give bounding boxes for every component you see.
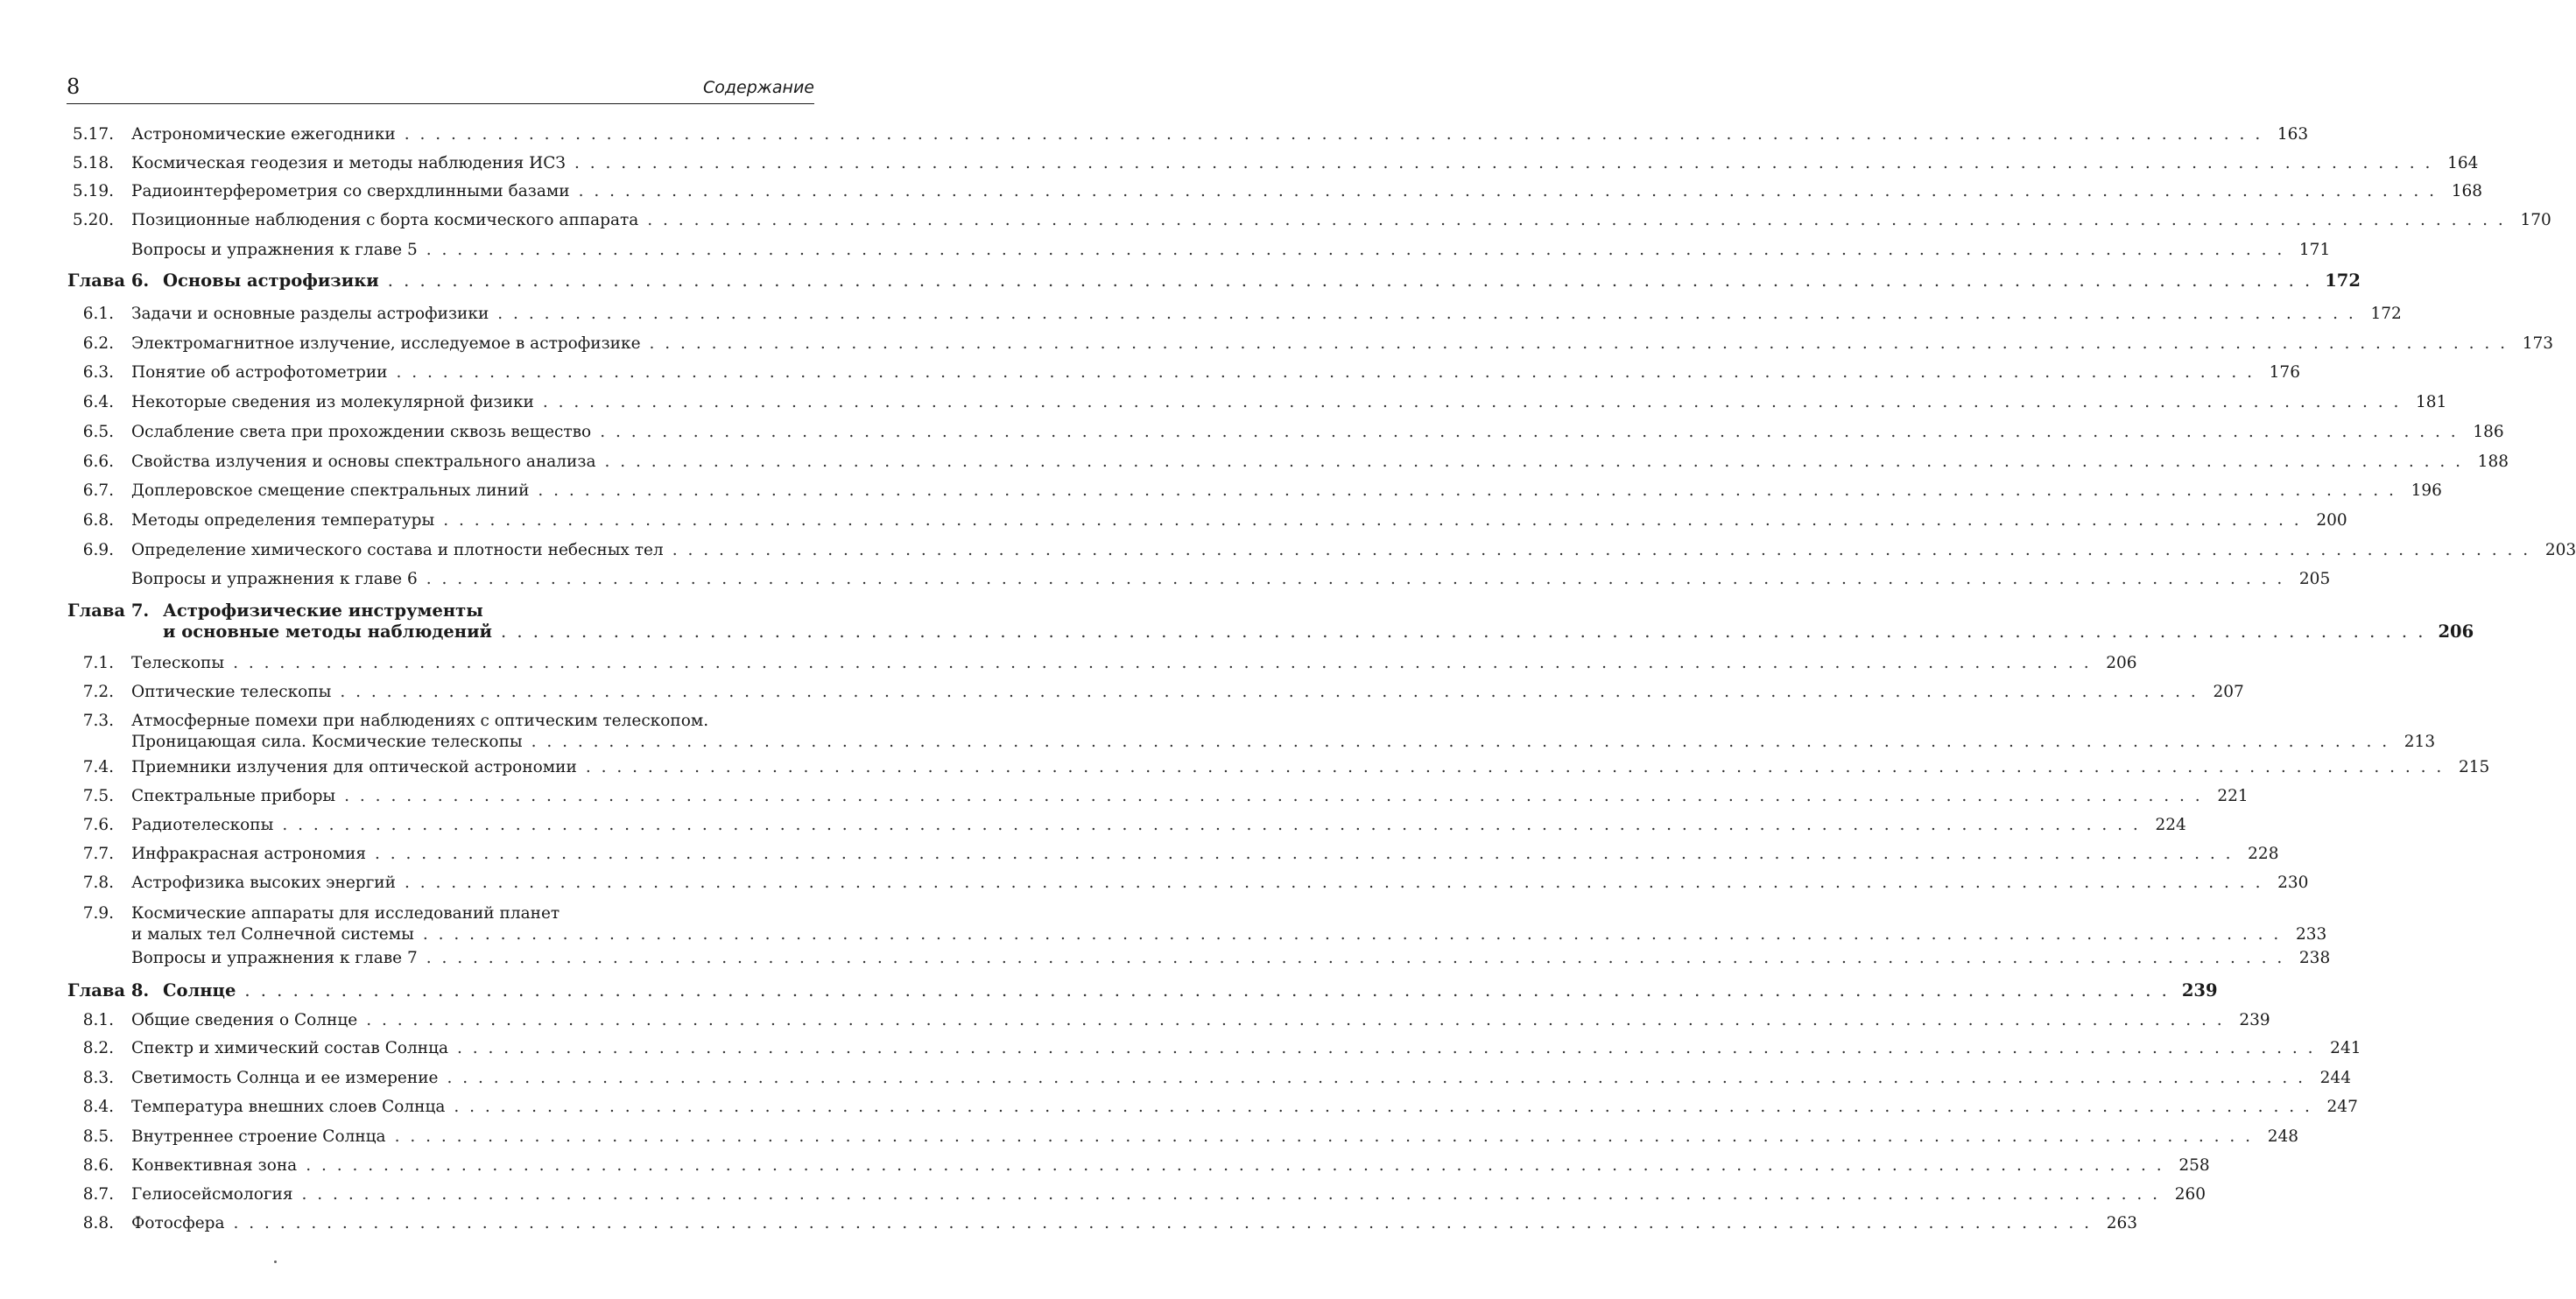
toc-entry[interactable]: [0, 948, 2331, 969]
toc-entry[interactable]: [0, 1127, 2299, 1148]
page-ref: 244: [2319, 1069, 2351, 1087]
page-ref: 170: [2520, 211, 2551, 229]
chapter-number: Глава 6.: [67, 270, 150, 291]
page-ref: 263: [2106, 1214, 2137, 1232]
section-number: 7.5.: [82, 787, 114, 805]
section-number: 8.7.: [82, 1185, 114, 1204]
section-title: Общие сведения о Солнце: [131, 1011, 358, 1029]
toc-entry[interactable]: [0, 392, 2447, 413]
page-ref: 188: [2477, 453, 2509, 471]
chapter-number: Глава 8.: [67, 980, 150, 1001]
section-number: 8.4.: [82, 1098, 114, 1116]
section-title: Вопросы и упражнения к главе 6: [131, 570, 418, 588]
page-ref: 215: [2459, 758, 2490, 776]
page-ref: 163: [2277, 125, 2309, 144]
section-title: Конвективная зона: [131, 1156, 298, 1175]
leader-dots: . . . . . . . . . . . . . . . . . . . . . . . . . . . . . . . . . . . . . . . . . . . . . . . . . . . . . . . . . . . . . . . . . . . . . . . . . . . . . . . . . . . . . . . . . . . . . . . . . . . . . . . . . . . . . . . . . . . . . . . .: [233, 654, 2092, 672]
section-title: Фотосфера: [131, 1214, 225, 1232]
toc-entry[interactable]: [0, 1038, 2361, 1059]
page-ref: 171: [2298, 241, 2331, 259]
section-title: Позиционные наблюдения с борта космического аппарата: [131, 211, 639, 229]
toc-entry[interactable]: [0, 873, 2309, 894]
page-ref: 200: [2316, 511, 2347, 530]
leader-dots: . . . . . . . . . . . . . . . . . . . . . . . . . . . . . . . . . . . . . . . . . . . . . . . . . . . . . . . . . . . . . . . . . . . . . . . . . . . . . . . . . . . . . . . . . . . . . . . . . . . . . . . . . . . . . . . . . . . . . . . .: [340, 683, 2199, 701]
leader-dots: . . . . . . . . . . . . . . . . . . . . . . . . . . . . . . . . . . . . . . . . . . . . . . . . . . . . . . . . . . . . . . . . . . . . . . . . . . . . . . . . . . . . . . . . . . . . . . . . . . . . . . . . . . . . . . . . . . . . . . . .: [301, 1185, 2160, 1204]
page-ref: 173: [2522, 334, 2553, 353]
section-title: Атмосферные помехи при наблюдениях с оптическим телескопом.: [131, 712, 709, 730]
leader-dots: . . . . . . . . . . . . . . . . . . . . . . . . . . . . . . . . . . . . . . . . . . . . . . . . . . . . . . . . . . . . . . . . . . . . . . . . . . . . . . . . . . . . . . . . . . . . . . . . . . . . . . . . . . . . . . . . . . . . . . . .: [422, 925, 2282, 944]
leader-dots: . . . . . . . . . . . . . . . . . . . . . . . . . . . . . . . . . . . . . . . . . . . . . . . . . . . . . . . . . . . . . . . . . . . . . . . . . . . . . . . . . . . . . . . . . . . . . . . . . . . . . . . . . . . . . . . . . . . . . . . .: [366, 1011, 2225, 1029]
toc-entry[interactable]: [0, 1068, 2351, 1089]
section-number: 6.5.: [82, 423, 114, 441]
page-ref: 233: [2295, 925, 2327, 944]
leader-dots: . . . . . . . . . . . . . . . . . . . . . . . . . . . . . . . . . . . . . . . . . . . . . . . . . . . . . . . . . . . . . . . . . . . . . . . . . . . . . . . . . . . . . . . . . . . . . . . . . . . . . . . . . . . . . . . . . . . . . . . .: [375, 845, 2234, 863]
leader-dots: . . . . . . . . . . . . . . . . . . . . . . . . . . . . . . . . . . . . . . . . . . . . . . . . . . . . . . . . . . . . . . . . . . . . . . . . . . . . . . . . . . . . . . . . . . . . . . . . . . . . . . . . . . . . . . . . . . . . . . . .: [426, 241, 2285, 259]
section-title: Ослабление света при прохождении сквозь вещество: [131, 423, 592, 441]
chapter-title: Основы астрофизики: [163, 270, 379, 291]
page-ref: 228: [2248, 845, 2279, 863]
leader-dots: . . . . . . . . . . . . . . . . . . . . . . . . . . . . . . . . . . . . . . . . . . . . . . . . . . . . . . . . . . . . . . . . . . . . . . . . . . . . . . . . . . . . . . . . . . . . . . . . . . . . . . . . . . . . . . . . . . . . . . . .: [426, 949, 2285, 967]
section-title: Некоторые сведения из молекулярной физики: [131, 393, 534, 411]
toc-entry[interactable]: [0, 1097, 2358, 1118]
section-title: Определение химического состава и плотности небесных тел: [131, 541, 664, 559]
toc-entry[interactable]: [0, 481, 2442, 502]
leader-dots: . . . . . . . . . . . . . . . . . . . . . . . . . . . . . . . . . . . . . . . . . . . . . . . . . . . . . . . . . . . . . . . . . . . . . . . . . . . . . . . . . . . . . . . . . . . . . . . . . . . . . . . . . . . . . . . . . . . . . . . .: [672, 541, 2531, 559]
page-ref: 221: [2217, 787, 2249, 805]
section-title: Оптические телескопы: [131, 683, 332, 701]
page-number: 8: [67, 74, 81, 99]
page-ref: 196: [2411, 481, 2442, 500]
section-title: Астрономические ежегодники: [131, 125, 396, 144]
chapter-title: и основные методы наблюдений: [163, 621, 493, 642]
toc-entry[interactable]: [0, 210, 2551, 231]
toc-entry[interactable]: [0, 1184, 2206, 1205]
leader-dots: . . . . . . . . . . . . . . . . . . . . . . . . . . . . . . . . . . . . . . . . . . . . . . . . . . . . . . . . . . . . . . . . . . . . . . . . . . . . . . . . . . . . . . . . . . . . . . . . . . . . . . . . . . . . . . . . . . . . . . . .: [282, 816, 2141, 834]
toc-entry[interactable]: [0, 757, 2490, 778]
section-number: 7.7.: [82, 845, 114, 863]
section-number: 7.9.: [82, 904, 114, 923]
leader-dots: . . . . . . . . . . . . . . . . . . . . . . . . . . . . . . . . . . . . . . . . . . . . . . . . . . . . . . . . . . . . . . . . . . . . . . . . . . . . . . . . . . . . . . . . . . . . . . . . . . . . . . . . . . . . . . . . . . . . . . . .: [578, 182, 2438, 200]
page-ref: 230: [2277, 874, 2309, 892]
toc-entry[interactable]: [0, 304, 2402, 325]
leader-dots: . . . . . . . . . . . . . . . . . . . . . . . . . . . . . . . . . . . . . . . . . . . . . . . . . . . . . . . . . . . . . . . . . . . . . . . . . . . . . . . . . . . . . . . . . . . . . . . . . . . . . . . . . . . . . . . . . . . . . . . .: [426, 570, 2285, 588]
toc-entry[interactable]: [0, 540, 2576, 561]
toc-entry[interactable]: [0, 1010, 2270, 1031]
section-number: 7.4.: [82, 758, 114, 776]
section-number: 8.1.: [82, 1011, 114, 1029]
section-number: 5.17.: [72, 125, 114, 144]
chapter-title: Астрофизические инструменты: [163, 600, 483, 621]
leader-dots: . . . . . . . . . . . . . . . . . . . . . . . . . . . . . . . . . . . . . . . . . . . . . . . . . . . . . . . . . . . . . . . . . . . . . . . . . . . . . . . . . . . . . . . . . . . . . . . . . . . . . . . . . . . . . . . . . . . . . . . .: [649, 334, 2508, 353]
section-number: 8.5.: [82, 1127, 114, 1146]
leader-dots: . . . . . . . . . . . . . . . . . . . . . . . . . . . . . . . . . . . . . . . . . . . . . . . . . . . . . . . . . . . . . . . . . . . . . . . . . . . . . . . . . . . . . . . . . . . . . . . . . . . . . . . . . . . . . . . . . . . . . . . .: [404, 874, 2263, 892]
toc-entry[interactable]: [0, 240, 2331, 261]
section-number: 6.1.: [82, 305, 114, 323]
toc-entry[interactable]: [0, 1213, 2137, 1234]
section-number: 7.2.: [82, 683, 114, 701]
leader-dots: . . . . . . . . . . . . . . . . . . . . . . . . . . . . . . . . . . . . . . . . . . . . . . . . . . . . . . . . . . . . . . . . . . . . . . . . . . . . . . . . . . . . . . . . . . . . . . . . . . . . . . . . . . . . . . . . . . . . . . . .: [647, 211, 2506, 229]
leader-dots: . . . . . . . . . . . . . . . . . . . . . . . . . . . . . . . . . . . . . . . . . . . . . . . . . . . . . . . . . . . . . . . . . . . . . . . . . . . . . . . . . . . . . . . . . . . . . . . . . . . . . . . . . . . . . . . . . . . . . . . .: [404, 125, 2263, 144]
leader-dots: . . . . . . . . . . . . . . . . . . . . . . . . . . . . . . . . . . . . . . . . . . . . . . . . . . . . . . . . . . . . . . . . . . . . . . . . . . . . . . . . . . . . . . . . . . . . . . . . . . . . . . . . . . . . . . . . . . . . . . . .: [244, 980, 2170, 1001]
page-ref: 247: [2326, 1098, 2358, 1116]
toc-entry[interactable]: [0, 362, 2300, 383]
toc-entry[interactable]: [0, 422, 2504, 443]
page-ref: 241: [2330, 1039, 2361, 1057]
page-ref: 260: [2174, 1185, 2206, 1204]
section-title: Спектр и химический состав Солнца: [131, 1039, 449, 1057]
chapter-title: Солнце: [163, 980, 236, 1001]
leader-dots: . . . . . . . . . . . . . . . . . . . . . . . . . . . . . . . . . . . . . . . . . . . . . . . . . . . . . . . . . . . . . . . . . . . . . . . . . . . . . . . . . . . . . . . . . . . . . . . . . . . . . . . . . . . . . . . . . . . . . . . .: [233, 1214, 2092, 1232]
toc-entry[interactable]: [0, 786, 2249, 807]
section-title: Космическая геодезия и методы наблюдения ИСЗ: [131, 154, 566, 172]
page-ref: 205: [2298, 570, 2331, 588]
section-number: 8.3.: [82, 1069, 114, 1087]
section-number: 6.8.: [82, 511, 114, 530]
leader-dots: . . . . . . . . . . . . . . . . . . . . . . . . . . . . . . . . . . . . . . . . . . . . . . . . . . . . . . . . . . . . . . . . . . . . . . . . . . . . . . . . . . . . . . . . . . . . . . . . . . . . . . . . . . . . . . . . . . . . . . . .: [585, 758, 2445, 776]
toc-chapter-entry[interactable]: [0, 600, 2474, 642]
section-title: Доплеровское смещение спектральных линий: [131, 481, 530, 500]
section-title: Гелиосейсмология: [131, 1185, 293, 1204]
section-title: Задачи и основные разделы астрофизики: [131, 305, 489, 323]
page-ref: 168: [2451, 182, 2483, 200]
section-title: Понятие об астрофотометрии: [131, 363, 388, 382]
page-ref: 203: [2544, 541, 2576, 559]
section-title: Светимость Солнца и ее измерение: [131, 1069, 439, 1087]
section-number: 6.3.: [82, 363, 114, 382]
page-ref: 164: [2447, 154, 2479, 172]
toc-entry[interactable]: [0, 903, 2327, 945]
section-title: Температура внешних слоев Солнца: [131, 1098, 446, 1116]
section-title: Приемники излучения для оптической астрономии: [131, 758, 577, 776]
section-number: 6.6.: [82, 453, 114, 471]
section-number: 6.9.: [82, 541, 114, 559]
section-title: Свойства излучения и основы спектрального анализа: [131, 453, 596, 471]
section-number: 7.6.: [82, 816, 114, 834]
page-ref: 172: [2370, 305, 2402, 323]
leader-dots: . . . . . . . . . . . . . . . . . . . . . . . . . . . . . . . . . . . . . . . . . . . . . . . . . . . . . . . . . . . . . . . . . . . . . . . . . . . . . . . . . . . . . . . . . . . . . . . . . . . . . . . . . . . . . . . . . . . . . . . .: [306, 1156, 2164, 1175]
leader-dots: . . . . . . . . . . . . . . . . . . . . . . . . . . . . . . . . . . . . . . . . . . . . . . . . . . . . . . . . . . . . . . . . . . . . . . . . . . . . . . . . . . . . . . . . . . . . . . . . . . . . . . . . . . . . . . . . . . . . . . . .: [443, 511, 2302, 530]
section-title: Внутреннее строение Солнца: [131, 1127, 386, 1146]
toc-entry[interactable]: [0, 815, 2186, 836]
toc-entry[interactable]: [0, 153, 2479, 174]
toc-entry[interactable]: [0, 569, 2331, 590]
toc-entry[interactable]: [0, 711, 2436, 753]
toc-entry[interactable]: [0, 334, 2553, 355]
toc-entry[interactable]: [0, 1155, 2210, 1176]
section-number: 8.2.: [82, 1039, 114, 1057]
section-title: Радиоинтерферометрия со сверхдлинными базами: [131, 182, 570, 200]
section-number: 6.4.: [82, 393, 114, 411]
toc-entry[interactable]: [0, 452, 2509, 473]
leader-dots: . . . . . . . . . . . . . . . . . . . . . . . . . . . . . . . . . . . . . . . . . . . . . . . . . . . . . . . . . . . . . . . . . . . . . . . . . . . . . . . . . . . . . . . . . . . . . . . . . . . . . . . . . . . . . . . . . . . . . . . .: [604, 453, 2463, 471]
toc-entry[interactable]: [0, 181, 2483, 202]
page-ref: 181: [2416, 393, 2447, 411]
leader-dots: . . . . . . . . . . . . . . . . . . . . . . . . . . . . . . . . . . . . . . . . . . . . . . . . . . . . . . . . . . . . . . . . . . . . . . . . . . . . . . . . . . . . . . . . . . . . . . . . . . . . . . . . . . . . . . . . . . . . . . . .: [344, 787, 2203, 805]
section-number: 6.7.: [82, 481, 114, 500]
page-ref: 172: [2325, 270, 2361, 291]
leader-dots: . . . . . . . . . . . . . . . . . . . . . . . . . . . . . . . . . . . . . . . . . . . . . . . . . . . . . . . . . . . . . . . . . . . . . . . . . . . . . . . . . . . . . . . . . . . . . . . . . . . . . . . . . . . . . . . . . . . . . . . .: [497, 305, 2356, 323]
section-title: Проницающая сила. Космические телескопы: [131, 733, 523, 751]
leader-dots: . . . . . . . . . . . . . . . . . . . . . . . . . . . . . . . . . . . . . . . . . . . . . . . . . . . . . . . . . . . . . . . . . . . . . . . . . . . . . . . . . . . . . . . . . . . . . . . . . . . . . . . . . . . . . . . . . . . . . . . .: [457, 1039, 2316, 1057]
section-title: Вопросы и упражнения к главе 7: [131, 949, 418, 967]
page-ref: 239: [2181, 980, 2218, 1001]
section-number: 7.8.: [82, 874, 114, 892]
running-head: Содержание: [703, 78, 814, 97]
section-number: 6.2.: [82, 334, 114, 353]
page-ref: 248: [2267, 1127, 2299, 1146]
toc-entry[interactable]: [0, 653, 2137, 674]
leader-dots: . . . . . . . . . . . . . . . . . . . . . . . . . . . . . . . . . . . . . . . . . . . . . . . . . . . . . . . . . . . . . . . . . . . . . . . . . . . . . . . . . . . . . . . . . . . . . . . . . . . . . . . . . . . . . . . . . . . . . . . .: [394, 1127, 2254, 1146]
section-number: 7.3.: [82, 712, 114, 730]
section-title: Инфракрасная астрономия: [131, 845, 366, 863]
page-ref: 238: [2298, 949, 2331, 967]
page-ref: 186: [2473, 423, 2504, 441]
section-title: Спектральные приборы: [131, 787, 336, 805]
toc-entry[interactable]: [0, 682, 2244, 703]
section-title: Астрофизика высоких энергий: [131, 874, 396, 892]
toc-entry[interactable]: [0, 844, 2279, 865]
section-title: Телескопы: [131, 654, 225, 672]
scan-speck: [274, 1260, 277, 1263]
section-number: 5.19.: [72, 182, 114, 200]
leader-dots: . . . . . . . . . . . . . . . . . . . . . . . . . . . . . . . . . . . . . . . . . . . . . . . . . . . . . . . . . . . . . . . . . . . . . . . . . . . . . . . . . . . . . . . . . . . . . . . . . . . . . . . . . . . . . . . . . . . . . . . .: [454, 1098, 2312, 1116]
page-ref: 176: [2269, 363, 2300, 382]
section-number: 7.1.: [82, 654, 114, 672]
leader-dots: . . . . . . . . . . . . . . . . . . . . . . . . . . . . . . . . . . . . . . . . . . . . . . . . . . . . . . . . . . . . . . . . . . . . . . . . . . . . . . . . . . . . . . . . . . . . . . . . . . . . . . . . . . . . . . . . . . . . . . . .: [501, 621, 2426, 642]
toc-chapter-entry[interactable]: [0, 980, 2218, 1001]
leader-dots: . . . . . . . . . . . . . . . . . . . . . . . . . . . . . . . . . . . . . . . . . . . . . . . . . . . . . . . . . . . . . . . . . . . . . . . . . . . . . . . . . . . . . . . . . . . . . . . . . . . . . . . . . . . . . . . . . . . . . . . .: [447, 1069, 2305, 1087]
page-ref: 206: [2106, 654, 2137, 672]
leader-dots: . . . . . . . . . . . . . . . . . . . . . . . . . . . . . . . . . . . . . . . . . . . . . . . . . . . . . . . . . . . . . . . . . . . . . . . . . . . . . . . . . . . . . . . . . . . . . . . . . . . . . . . . . . . . . . . . . . . . . . . .: [387, 270, 2313, 291]
leader-dots: . . . . . . . . . . . . . . . . . . . . . . . . . . . . . . . . . . . . . . . . . . . . . . . . . . . . . . . . . . . . . . . . . . . . . . . . . . . . . . . . . . . . . . . . . . . . . . . . . . . . . . . . . . . . . . . . . . . . . . . .: [542, 393, 2402, 411]
toc-chapter-entry[interactable]: [0, 270, 2361, 291]
section-number: 8.6.: [82, 1156, 114, 1175]
leader-dots: . . . . . . . . . . . . . . . . . . . . . . . . . . . . . . . . . . . . . . . . . . . . . . . . . . . . . . . . . . . . . . . . . . . . . . . . . . . . . . . . . . . . . . . . . . . . . . . . . . . . . . . . . . . . . . . . . . . . . . . .: [538, 481, 2397, 500]
toc-entry[interactable]: [0, 124, 2309, 145]
section-title: Методы определения температуры: [131, 511, 435, 530]
leader-dots: . . . . . . . . . . . . . . . . . . . . . . . . . . . . . . . . . . . . . . . . . . . . . . . . . . . . . . . . . . . . . . . . . . . . . . . . . . . . . . . . . . . . . . . . . . . . . . . . . . . . . . . . . . . . . . . . . . . . . . . .: [574, 154, 2433, 172]
section-number: 5.18.: [72, 154, 114, 172]
leader-dots: . . . . . . . . . . . . . . . . . . . . . . . . . . . . . . . . . . . . . . . . . . . . . . . . . . . . . . . . . . . . . . . . . . . . . . . . . . . . . . . . . . . . . . . . . . . . . . . . . . . . . . . . . . . . . . . . . . . . . . . .: [396, 363, 2255, 382]
section-title: и малых тел Солнечной системы: [131, 925, 414, 944]
page-ref: 239: [2239, 1011, 2270, 1029]
page-ref: 207: [2213, 683, 2244, 701]
leader-dots: . . . . . . . . . . . . . . . . . . . . . . . . . . . . . . . . . . . . . . . . . . . . . . . . . . . . . . . . . . . . . . . . . . . . . . . . . . . . . . . . . . . . . . . . . . . . . . . . . . . . . . . . . . . . . . . . . . . . . . . .: [531, 733, 2390, 751]
section-title: Электромагнитное излучение, исследуемое в астрофизике: [131, 334, 641, 353]
page-ref: 258: [2178, 1156, 2210, 1175]
section-number: 8.8.: [82, 1214, 114, 1232]
leader-dots: . . . . . . . . . . . . . . . . . . . . . . . . . . . . . . . . . . . . . . . . . . . . . . . . . . . . . . . . . . . . . . . . . . . . . . . . . . . . . . . . . . . . . . . . . . . . . . . . . . . . . . . . . . . . . . . . . . . . . . . .: [600, 423, 2459, 441]
chapter-number: Глава 7.: [67, 600, 150, 621]
section-title: Космические аппараты для исследований планет: [131, 904, 560, 923]
section-number: 5.20.: [72, 211, 114, 229]
page-ref: 224: [2155, 816, 2186, 834]
section-title: Радиотелескопы: [131, 816, 274, 834]
section-title: Вопросы и упражнения к главе 5: [131, 241, 418, 259]
page-ref: 206: [2438, 621, 2474, 642]
toc-entry[interactable]: [0, 510, 2347, 531]
page-ref: 213: [2404, 733, 2436, 751]
